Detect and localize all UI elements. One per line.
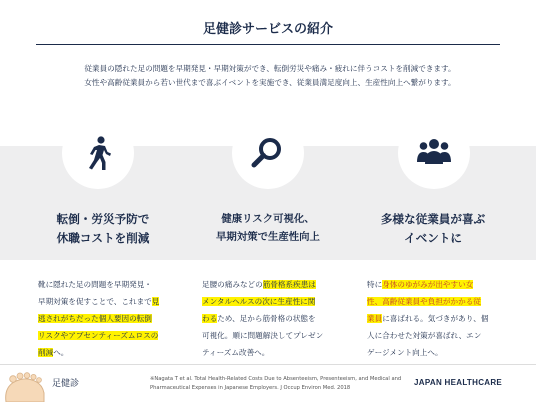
intro-line: 従業員の隠れた足の問題を早期発見・早期対策ができ、転倒労災や痛み・疲れに伴うコストを削減できます。 <box>84 64 456 73</box>
feature-text-line <box>367 310 497 327</box>
feature-text-line <box>38 276 168 293</box>
feature-title-line: イベントに <box>404 231 462 245</box>
citation-note <box>150 375 400 393</box>
feature-title-line: 健康リスク可視化、 <box>221 213 315 225</box>
feature-text-line <box>38 344 168 361</box>
citation-line: ※Nagata T et al. Total Health-Related Costs Due to Absenteeism, Presenteeism, and Medical and <box>150 376 402 382</box>
feature-text-line <box>202 327 332 344</box>
title-divider <box>36 44 500 45</box>
highlighted-text: 逃されがちだった個人要因の転倒 <box>38 314 152 323</box>
highlighted-text: リスクやアブセンティーズムロスの <box>38 331 159 340</box>
highlighted-text: 性、高齢従業員や負担がかかる従 <box>367 297 481 306</box>
intro-text <box>40 62 500 90</box>
feature-text-line <box>38 310 168 327</box>
body-text: ゲージメント向上へ。 <box>367 348 443 357</box>
feature-text-line <box>38 327 168 344</box>
feature-title-line: 休職コストを削減 <box>56 231 150 245</box>
foot-icon <box>2 366 48 406</box>
brand-name: 足健診 <box>52 379 80 389</box>
highlighted-text: 削減 <box>38 348 54 357</box>
walking-person-icon <box>80 135 116 171</box>
feature-title-line: 多様な従業員が喜ぶ <box>380 212 486 226</box>
feature-title-line: 転倒・労災予防で <box>56 212 150 226</box>
feature-icon-circle <box>62 117 134 189</box>
feature-text-line <box>367 344 497 361</box>
feature-text-line <box>202 344 332 361</box>
group-people-icon <box>416 135 452 171</box>
highlighted-text: わる <box>202 314 218 323</box>
magnifier-icon <box>250 135 286 171</box>
feature-text-line <box>202 293 332 310</box>
feature-text-line <box>38 293 168 310</box>
footer-divider <box>0 364 536 365</box>
highlighted-text: 業員 <box>367 314 383 323</box>
feature-text <box>367 276 497 361</box>
highlighted-text: 身体のゆがみが出やすい女 <box>382 280 474 289</box>
body-text: に喜ばれる。気づきがあり、個 <box>382 314 489 323</box>
intro-line: 女性や高齢従業員から若い世代まで喜ぶイベントを実施でき、従業員満足度向上、生産性向上へ繋がります。 <box>84 78 456 87</box>
body-text: ため、足から筋骨格の状態を <box>217 314 316 323</box>
body-text: 早期対策を促すことで、これまで <box>38 297 152 306</box>
company-logo-text: JAPAN HEALTHCARE <box>414 378 503 387</box>
feature-text <box>202 276 332 361</box>
body-text: へ。 <box>53 348 69 357</box>
feature-text-line <box>202 276 332 293</box>
citation-line: Pharmaceutical Expenses in Japanese Employers. J Occup Environ Med. 2018 <box>150 385 351 391</box>
body-text: 靴に隠れた足の問題を早期発見・ <box>38 280 152 289</box>
feature-text-line <box>367 276 497 293</box>
feature-text <box>38 276 168 361</box>
feature-title <box>28 210 178 248</box>
highlighted-text: 筋骨格系疾患は <box>262 280 316 289</box>
highlighted-text: メンタルヘルスの次に生産性に関 <box>202 297 316 306</box>
feature-text-line <box>367 327 497 344</box>
body-text: ティーズム改善へ。 <box>202 348 270 357</box>
feature-icon-circle <box>398 117 470 189</box>
body-text: 可視化。順に問題解決してプレゼン <box>202 331 324 340</box>
feature-icon-circle <box>232 117 304 189</box>
body-text: 足腰の痛みなどの <box>202 280 263 289</box>
page-title: 足健診サービスの紹介 <box>202 22 333 37</box>
highlighted-text: 見 <box>151 297 160 306</box>
body-text: 特に <box>367 280 383 289</box>
body-text: 人に合わせた対策が喜ばれ、エン <box>367 331 482 340</box>
feature-title-line: 早期対策で生産性向上 <box>216 231 320 243</box>
feature-title <box>358 210 508 248</box>
feature-title <box>193 210 343 246</box>
feature-text-line <box>202 310 332 327</box>
feature-text-line <box>367 293 497 310</box>
